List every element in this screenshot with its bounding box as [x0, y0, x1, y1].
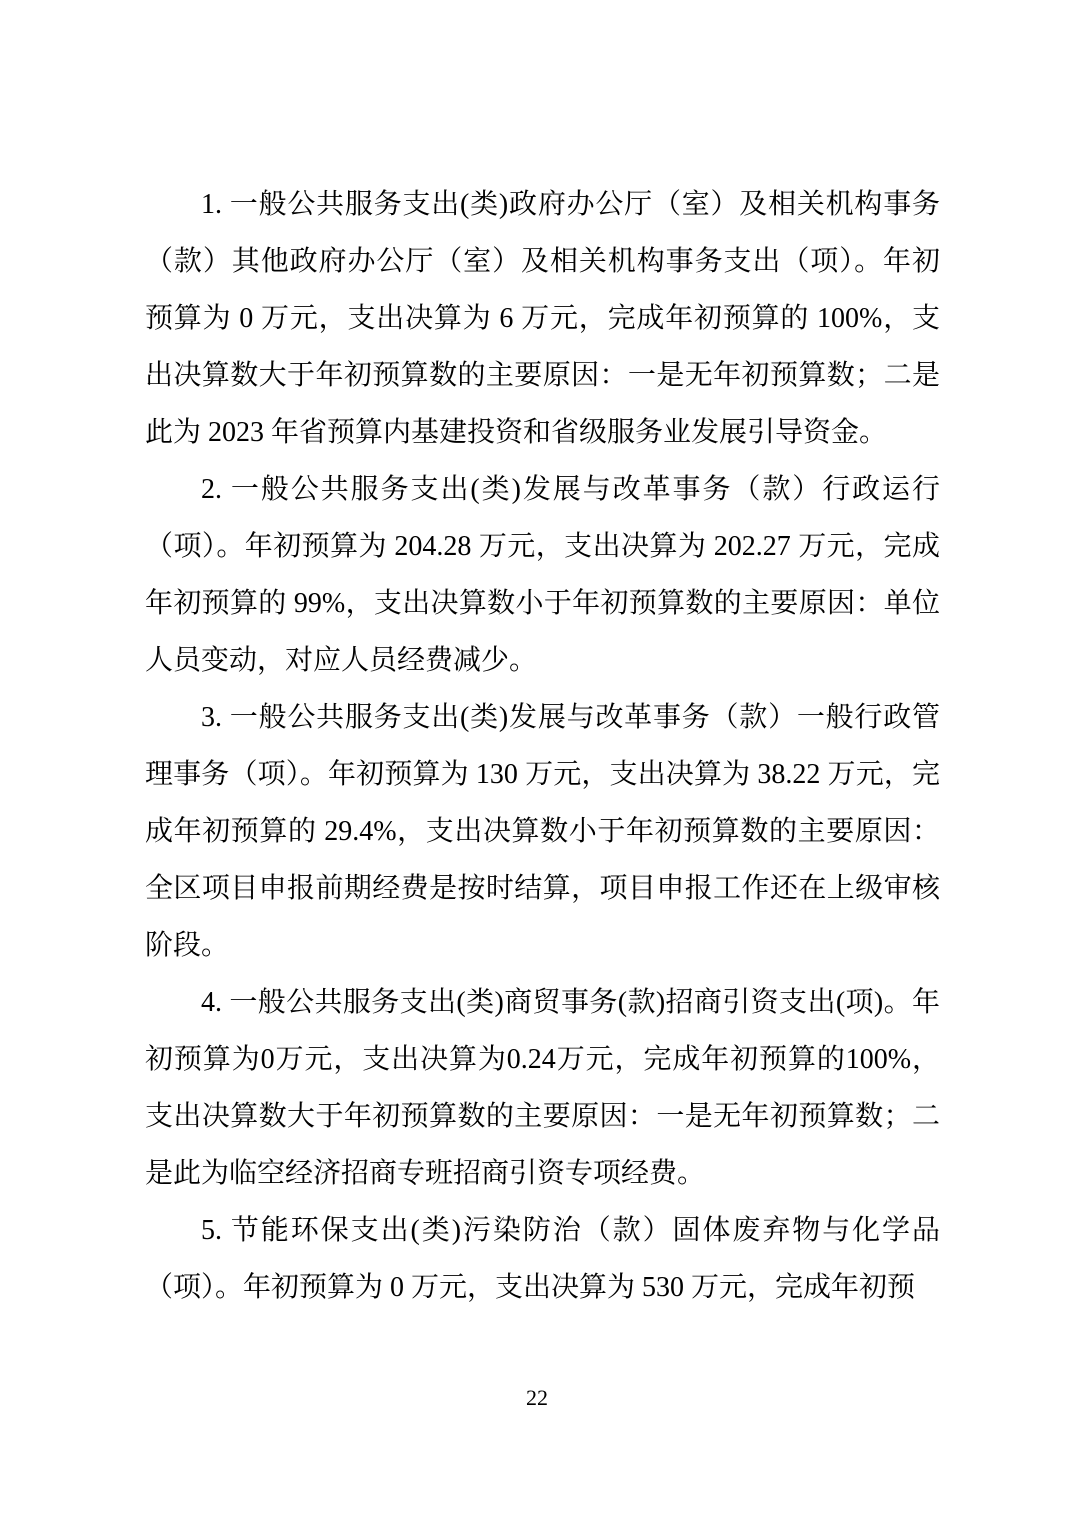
- budget-paragraph-3: 3. 一般公共服务支出(类)发展与改革事务（款）一般行政管理事务（项）。年初预算为 130 万元，支出决算为 38.22 万元，完成年初预算的 29.4%，支出决算数小于年初预算数的主要原因：全区项目申报前期经费是按时结算，项目申报工作还在上级审核阶段。: [145, 702, 940, 961]
- budget-paragraph-1: 1. 一般公共服务支出(类)政府办公厅（室）及相关机构事务（款）其他政府办公厅（室）及相关机构事务支出（项）。年初预算为 0 万元，支出决算为 6 万元，完成年初预算的 100%，支出决算数大于年初预算数的主要原因：一是无年初预算数；二是此为 2023 年省预算内基建投资和省级服务业发展引导资金。: [145, 189, 940, 448]
- budget-paragraph-5: 5. 节能环保支出(类)污染防治（款）固体废弃物与化学品（项）。年初预算为 0 万元，支出决算为 530 万元，完成年初预: [145, 1215, 940, 1303]
- page-number: 22: [526, 1385, 548, 1410]
- document-body: [145, 176, 940, 1316]
- budget-paragraph-4: 4. 一般公共服务支出(类)商贸事务(款)招商引资支出(项)。年初预算为0万元，支出决算为0.24万元，完成年初预算的100%，支出决算数大于年初预算数的主要原因：一是无年初预算数；二是此为临空经济招商专班招商引资专项经费。: [145, 987, 940, 1189]
- budget-paragraph-2: 2. 一般公共服务支出(类)发展与改革事务（款）行政运行（项）。年初预算为 204.28 万元，支出决算为 202.27 万元，完成年初预算的 99%，支出决算数小于年初预算数的主要原因：单位人员变动，对应人员经费减少。: [145, 474, 940, 676]
